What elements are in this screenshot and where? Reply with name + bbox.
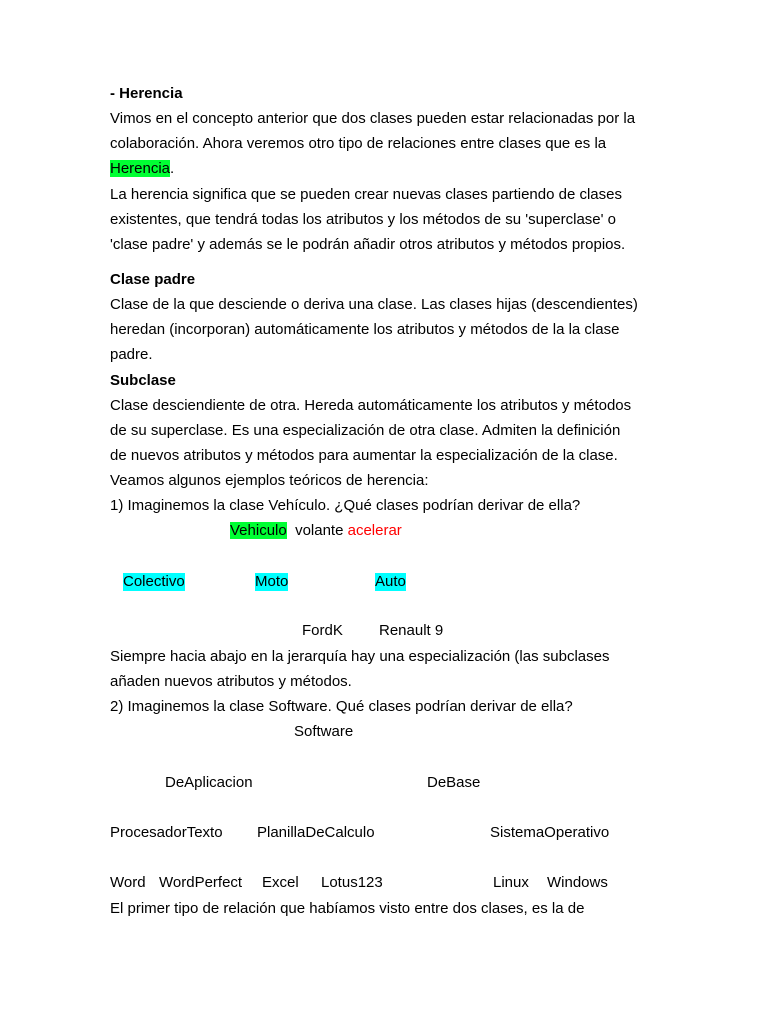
linux-node: Linux <box>493 874 529 891</box>
wordperfect-node: WordPerfect <box>159 874 243 891</box>
excel-node: Excel <box>262 874 299 891</box>
auto-node: Auto <box>375 573 406 590</box>
word-node: Word <box>110 874 146 891</box>
vehiculo-node <box>230 522 402 540</box>
example2-question: 2) Imaginemos la clase Software. Qué clases podrían derivar de ella? <box>110 698 573 715</box>
clase-padre-line-1: Clase de la que desciende o deriva una clase. Las clases hijas (descendientes) <box>110 296 638 313</box>
definition-line-1: La herencia significa que se pueden crear nuevas clases partiendo de clases <box>110 186 622 203</box>
procesadortexto-node: ProcesadorTexto <box>110 824 223 841</box>
example1-note-1: Siempre hacia abajo en la jerarquía hay una especialización (las subclases <box>110 648 610 665</box>
renault9-node: Renault 9 <box>379 622 444 639</box>
sistemaoperativo-node: SistemaOperativo <box>490 824 610 841</box>
fordk-node: FordK <box>302 622 343 639</box>
clase-padre-line-3: padre. <box>110 346 153 363</box>
example1-question: 1) Imaginemos la clase Vehículo. ¿Qué clases podrían derivar de ella? <box>110 497 581 514</box>
subclase-title: Subclase <box>110 372 176 389</box>
definition-line-3: 'clase padre' y además se le podrán añadir otros atributos y métodos propios. <box>110 236 626 253</box>
software-node: Software <box>294 723 354 740</box>
intro-line-2: colaboración. Ahora veremos otro tipo de relaciones entre clases que es la <box>110 135 607 152</box>
definition-line-2: existentes, que tendrá todas los atributos y los métodos de su 'superclase' o <box>110 211 617 228</box>
planilladecalculo-node: PlanillaDeCalculo <box>257 824 375 841</box>
example1-note-2: añaden nuevos atributos y métodos. <box>110 673 352 690</box>
subclase-line-1: Clase desciendiente de otra. Hereda automáticamente los atributos y métodos <box>110 397 632 414</box>
vehiculo-root: Vehiculo <box>230 522 287 539</box>
vehiculo-method: acelerar <box>347 522 402 539</box>
intro-period: . <box>170 160 175 177</box>
vehiculo-attr: volante <box>295 522 344 539</box>
debase-node: DeBase <box>427 774 481 791</box>
intro-line-3 <box>110 160 174 178</box>
subclase-line-2: de su superclase. Es una especialización de otra clase. Admiten la definición <box>110 422 621 439</box>
subclase-line-3: de nuevos atributos y métodos para aumentar la especialización de la clase. <box>110 447 618 464</box>
section-title: - Herencia <box>110 85 183 102</box>
deaplicacion-node: DeAplicacion <box>165 774 253 791</box>
lotus123-node: Lotus123 <box>321 874 383 891</box>
clase-padre-line-2: heredan (incorporan) automáticamente los atributos y métodos de la la clase <box>110 321 620 338</box>
subclase-line-4: Veamos algunos ejemplos teóricos de herencia: <box>110 472 429 489</box>
clase-padre-title: Clase padre <box>110 271 196 288</box>
colectivo-node: Colectivo <box>123 573 185 590</box>
windows-node: Windows <box>547 874 608 891</box>
moto-node: Moto <box>255 573 289 590</box>
intro-line-1: Vimos en el concepto anterior que dos clases pueden estar relacionadas por la <box>110 110 636 127</box>
herencia-highlight: Herencia <box>110 160 171 177</box>
closing-line: El primer tipo de relación que habíamos visto entre dos clases, es la de <box>110 900 585 917</box>
